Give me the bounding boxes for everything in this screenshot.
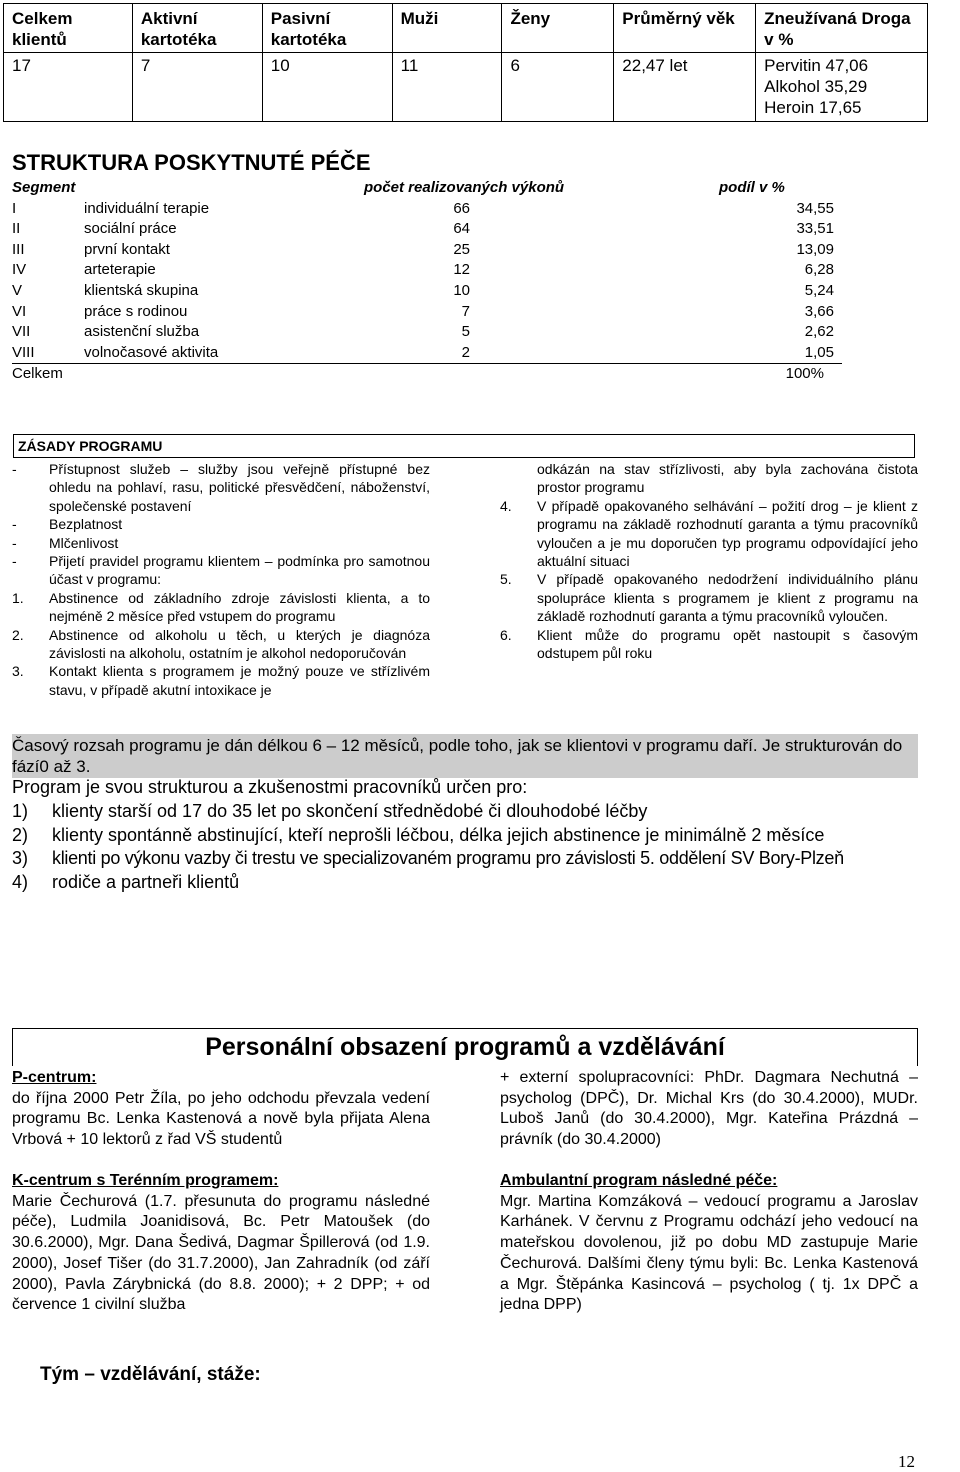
stats-header-cell: Průměrný věk [614,4,756,53]
list-text: Kontakt klienta s programem je možný pouze ve střízlivém stavu, v případě akutní intoxikace je [49,663,430,698]
table-row [12,219,842,240]
list-number: 3) [12,848,29,868]
drug-entry: Pervitin 47,06 [764,56,869,75]
list-number: 1) [12,801,29,821]
table-row [12,281,842,302]
segment-share: 34,55 [796,199,834,217]
segment-share: 6,28 [804,261,834,279]
structure-header-row [12,178,842,199]
segment-count: 2 [461,343,470,361]
stats-value-row [4,53,928,122]
stats-drugs-cell [756,53,928,122]
list-marker: 6. [500,626,512,643]
segment-count: 64 [453,220,470,238]
structure-heading: STRUKTURA POSKYTNUTÉ PÉČE [12,150,371,175]
list-item [12,871,844,895]
list-marker: 4. [500,497,512,514]
list-item [12,824,844,848]
list-marker: - [12,461,17,477]
p-centrum-text: do října 2000 Petr Žíla, po jeho odchodu převzala vedení programu Bc. Lenka Kastenová a nově byla přijata Alena Vrbová + 10 lektorů z řad VŠ studentů [12,1089,430,1149]
program-for-list [12,800,844,894]
stats-header-cell: Celkem klientů [4,4,133,53]
segment-share: 33,51 [796,220,834,238]
zasady-right-column [500,460,918,662]
col-count-header: počet realizovaných výkonů [364,179,565,196]
segment-name: sociální práce [84,220,177,238]
segment-share: 5,24 [804,281,834,299]
stats-header-cell: Zneužívaná Droga v % [756,4,928,53]
segment-count: 12 [453,261,470,279]
segment-share: 2,62 [804,323,834,341]
total-share: 100% [785,365,824,383]
external-collaborators: + externí spolupracovníci: PhDr. Dagmara Nechutná – psycholog (DPČ), Dr. Michal Krs (do 30.4.2000), MUDr. Luboš Janů (do 30.4.2000), Mgr. Kateřina Prázdná – právník (do 30.4.2000) [500,1069,918,1149]
stats-value-cell: 7 [132,53,262,122]
list-marker: - [12,553,17,570]
list-text: odkázán na stav střízlivosti, aby byla zachována čistota prostor programu [537,461,918,496]
personnel-heading-box [12,1028,918,1066]
list-number: 2) [12,824,29,845]
table-row [12,240,842,261]
list-text: klienti po výkonu vazby či trestu ve specializovaném programu pro závislosti 5. oddělení SV Bory-Plzeň [52,848,844,868]
segment-count: 5 [461,323,470,341]
k-centrum-text: Marie Čechurová (1.7. přesunuta do programu následné péče), Ludmila Joanidisová, Bc. Petr Matoušek (do 30.6.2000), Mgr. Dana Šedivá, Dagmar Špillerová (od 1.9. 2000), Josef Tišer (do 31.7.2000), Jan Zahradník (od září 2000), Pavla Zárybnická (do 8.8. 2000); + 2 DPP; + od července 1 civilní služba [12,1192,430,1314]
segment-name: asistenční služba [84,323,200,341]
list-item-continuation [500,460,918,497]
list-number: 4) [12,871,29,892]
list-text: Přístupnost služeb – služby jsou veřejně přístupné bez ohledu na pohlaví, rasu, politické přesvědčení, náboženství, společenské postavení [49,461,430,514]
list-item [500,497,918,571]
list-text: V případě opakovaného nedodržení individuálního plánu spolupráce klienta s programem je klient z programu na základě rozhodnutí garanta a týmu pracovníků vyloučen. [537,571,918,625]
zasady-title: ZÁSADY PROGRAMU [18,438,163,454]
list-marker: 5. [500,571,512,588]
table-row [12,322,842,343]
segment-num: I [12,199,17,217]
list-text: Bezplatnost [49,516,123,533]
segment-name: klientská skupina [84,281,199,299]
list-item [12,552,430,589]
list-text: V případě opakovaného selhávání – požití drog – je klient z programu na základě rozhodnutí garanta a týmu pracovníků vyloučen a je mu doporučen typ programu odpovídající jeho aktuální situaci [537,497,918,570]
table-row [12,260,842,281]
segment-num: IV [12,261,27,279]
list-marker: - [12,534,17,551]
program-for-intro: Program je svou strukturou a zkušenostmi pracovníků určen pro: [12,777,528,797]
table-row [12,302,842,323]
segment-num: III [12,240,25,258]
table-row [12,343,842,365]
ambulant-heading: Ambulantní program následné péče: [500,1172,778,1189]
segment-count: 10 [453,281,470,299]
drug-entry: Heroin 17,65 [764,98,862,117]
k-centrum-section [12,1171,430,1316]
stats-value-cell: 11 [392,53,502,122]
stats-value-cell: 10 [262,53,392,122]
stats-value-cell: 6 [502,53,614,122]
zasady-left-column [12,460,430,699]
list-marker: 3. [12,663,24,680]
col-share-header: podíl v % [719,179,785,196]
col-segment-header: Segment [12,179,76,196]
segment-num: VI [12,302,27,320]
list-marker: 1. [12,589,24,606]
page-number: 12 [898,1452,915,1471]
list-text: Mlčenlivost [49,534,119,551]
segment-name: arteterapie [84,261,156,279]
total-row [12,364,842,385]
list-item [12,534,430,552]
list-item [500,570,918,625]
stats-value-cell: 17 [4,53,133,122]
time-range-paragraph: Časový rozsah programu je dán délkou 6 – 12 měsíců, podle toho, jak se klientovi v programu daří. Je strukturován do fází0 až 3. [12,734,918,778]
stats-header-row [4,4,928,53]
team-education-heading: Tým – vzdělávání, stáže: [40,1364,261,1385]
personnel-title: Personální obsazení programů a vzdělávání [205,1033,725,1061]
stats-header-cell: Pasivní kartotéka [262,4,392,53]
zasady-heading-box [13,434,915,458]
stats-header-cell: Ženy [502,4,614,53]
segment-share: 1,05 [804,343,834,361]
stats-value-cell: 22,47 let [614,53,756,122]
stats-header-cell: Muži [392,4,502,53]
drug-entry: Alkohol 35,29 [764,77,868,96]
list-text: klienty spontánně abstinující, kteří neprošli léčbou, délka jejich abstinence je minimálně 2 měsíce [52,824,825,845]
segment-name: volnočasové aktivita [84,343,219,361]
list-item [12,847,844,871]
segment-share: 3,66 [804,302,834,320]
list-text: klienty starší od 17 do 35 let po skončení střednědobé či dlouhodobé léčby [52,801,648,821]
list-item [500,626,918,663]
segment-count: 66 [453,199,470,217]
segment-num: VII [12,323,31,341]
segment-num: VIII [12,343,35,361]
list-item [12,515,430,533]
segment-name: individuální terapie [84,199,210,217]
k-centrum-heading: K-centrum s Terénním programem: [12,1172,279,1189]
list-item [12,589,430,626]
list-marker: 2. [12,626,24,643]
list-marker: - [12,516,17,533]
segment-count: 7 [461,302,470,320]
list-item [12,662,430,699]
segment-share: 13,09 [796,240,834,258]
segment-name: práce s rodinou [84,302,188,320]
total-label: Celkem [12,365,63,383]
segment-num: V [12,281,23,299]
segment-name: první kontakt [84,240,170,258]
client-stats-table [3,3,928,122]
ambulant-text: Mgr. Martina Komzáková – vedoucí programu a Jaroslav Karhánek. V červnu z Programu odchází jeho vedoucí na mateřskou dovolenou, již po dobu MD zastupuje Marie Čechurová. Dalšími členy týmu byli: Bc. Lenka Kastenová a Mgr. Štěpánka Kasincová – psycholog ( tj. 1x DPČ a jedna DPP) [500,1192,918,1314]
list-text: Klient může do programu opět nastoupit s časovým odstupem půl roku [537,626,918,662]
stats-header-cell: Aktivní kartotéka [132,4,262,53]
list-item [12,460,430,515]
list-text: Abstinence od alkoholu u těch, u kterých je diagnóza závislosti na alkoholu, ostatním je alkohol nedoporučován [49,626,430,662]
ambulant-section [500,1171,918,1316]
p-centrum-section [12,1068,430,1151]
list-text: Abstinence od základního zdroje závislosti klienta, a to nejméně 2 měsíce před vstupem do programu [49,589,430,625]
list-text: Přijetí pravidel programu klientem – podmínka pro samotnou účast v programu: [49,553,430,588]
segment-count: 25 [453,240,470,258]
segment-num: II [12,220,21,238]
p-centrum-heading: P-centrum: [12,1069,97,1086]
list-text: rodiče a partneři klientů [52,871,240,892]
list-item [12,626,430,663]
structure-table [12,178,842,385]
table-row [12,199,842,220]
list-item [12,800,844,824]
